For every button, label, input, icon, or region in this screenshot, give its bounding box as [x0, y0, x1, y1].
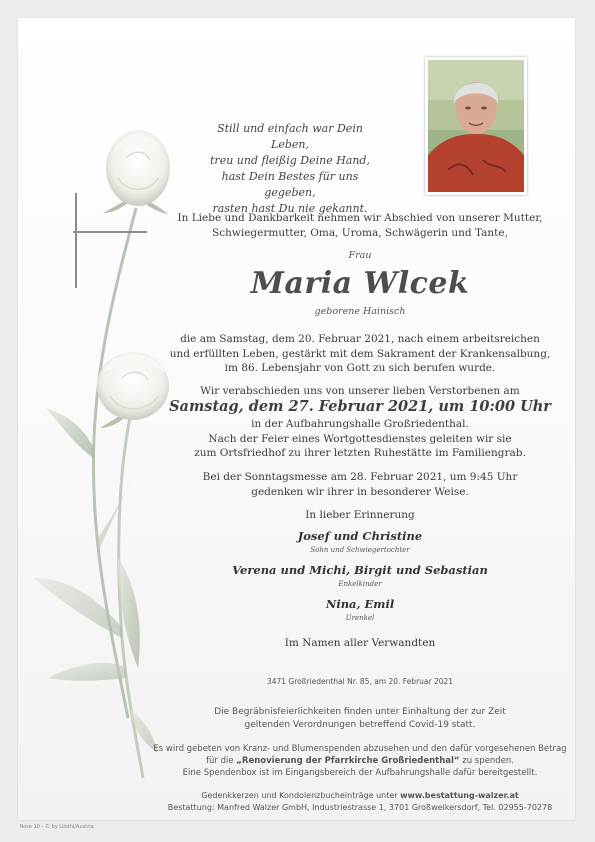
deceased-name: Maria Wlcek — [250, 266, 470, 301]
image-credit: Rose 10 - © by Lilothi/Austria — [20, 824, 94, 830]
donation-note — [140, 743, 580, 779]
poem-line: treu und fleißig Deine Hand, — [210, 154, 370, 167]
undertaker-info: Bestattung: Manfred Walzer GmbH, Industriestrasse 1, 3701 Großweikersdorf, Tel. 02955-70278 — [167, 803, 553, 812]
farewell-date: Samstag, dem 27. Februar 2021, um 10:00 Uhr — [169, 398, 551, 415]
farewell-line: Nach der Feier eines Wortgottesdienstes geleiten wir sie — [208, 432, 512, 445]
life-line: im 86. Lebensjahr von Gott zu sich berufen wurde. — [224, 362, 496, 374]
farewell-line: zum Ortsfriedhof zu ihrer letzten Ruhestätte im Familiengrab. — [194, 447, 526, 459]
cross-horizontal — [73, 231, 147, 233]
intro-text — [160, 211, 560, 240]
donation-line — [140, 755, 580, 767]
poem — [210, 121, 370, 217]
life-text — [160, 332, 560, 376]
salutation: Frau — [348, 250, 372, 261]
condolence-prefix: Gedenkkerzen und Kondolenzbucheinträge unter — [201, 791, 401, 800]
portrait-photo — [425, 57, 527, 195]
mourner-relation: Sohn und Schwiegertochter — [310, 546, 410, 554]
mourner-relation: Enkelkinder — [338, 580, 382, 588]
donation-purpose: „Renovierung der Pfarrkirche Großriedenthal“ — [236, 756, 460, 766]
covid-note — [140, 706, 580, 732]
poem-line: rasten hast Du nie gekannt. — [212, 202, 368, 215]
memory-heading: In lieber Erinnerung — [305, 509, 415, 521]
relatives-text: Im Namen aller Verwandten — [284, 637, 436, 649]
poem-line: hast Dein Bestes für uns gegeben, — [221, 170, 359, 199]
intro-line: Schwiegermutter, Oma, Uroma, Schwägerin und Tante, — [212, 226, 508, 239]
mass-line: gedenken wir ihrer in besonderer Weise. — [251, 485, 469, 498]
poem-line: Still und einfach war Dein Leben, — [217, 122, 363, 151]
donation-line: Es wird gebeten von Kranz- und Blumenspenden abzusehen und den dafür vorgesehenen Betrag — [153, 744, 567, 754]
mourner-names: Nina, Emil — [325, 597, 395, 611]
donation-suffix: zu spenden. — [459, 756, 514, 766]
cross-vertical — [75, 193, 77, 288]
birth-name: geborene Hainisch — [314, 306, 406, 317]
address-date: 3471 Großriedenthal Nr. 85, am 20. Februar 2021 — [266, 677, 454, 686]
condolence-line — [140, 790, 580, 802]
life-line: und erfüllten Leben, gestärkt mit dem Sakrament der Krankensalbung, — [169, 347, 551, 360]
intro-line: In Liebe und Dankbarkeit nehmen wir Abschied von unserer Mutter, — [177, 212, 543, 224]
life-line: die am Samstag, dem 20. Februar 2021, nach einem arbeitsreichen — [180, 333, 540, 345]
condolence-link[interactable]: www.bestattung-walzer.at — [400, 791, 519, 800]
donation-line: Eine Spendenbox ist im Eingangsbereich der Aufbahrungshalle dafür bereitgestellt. — [182, 768, 538, 778]
farewell-line: in der Aufbahrungshalle Großriedenthal. — [251, 418, 469, 430]
mass-line: Bei der Sonntagsmesse am 28. Februar 2021, um 9:45 Uhr — [202, 471, 518, 483]
mourner-names: Josef und Christine — [297, 529, 423, 543]
mourner-names: Verena und Michi, Birgit und Sebastian — [232, 563, 488, 577]
covid-line: Die Begräbnisfeierlichkeiten finden unter Einhaltung der zur Zeit — [214, 707, 506, 717]
covid-line: geltenden Verordnungen betreffend Covid-19 statt. — [244, 720, 476, 730]
mass-text — [160, 470, 560, 499]
mourner-relation: Urenkel — [345, 614, 375, 622]
farewell-details — [160, 417, 560, 461]
donation-prefix: für die — [206, 756, 237, 766]
farewell-intro: Wir verabschieden uns von unserer lieben Verstorbenen am — [200, 385, 520, 397]
